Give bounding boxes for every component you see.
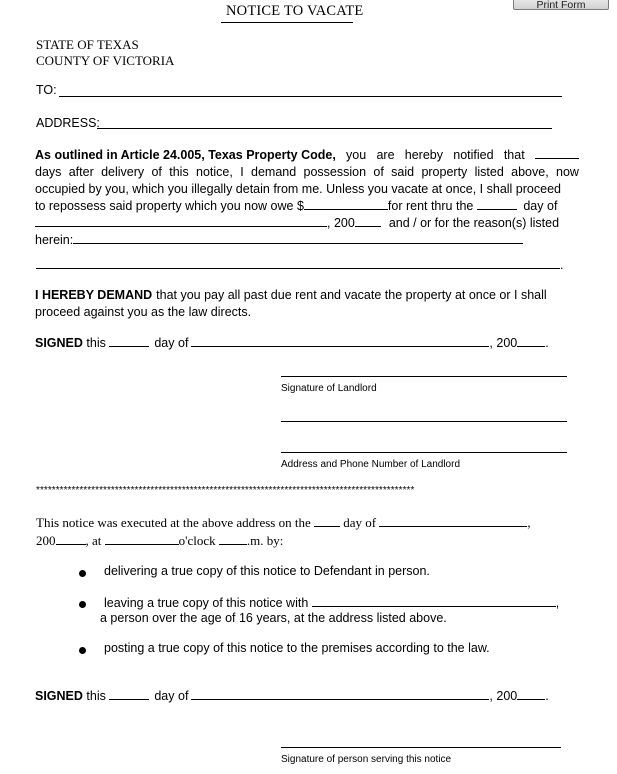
signed-month-field[interactable] bbox=[191, 335, 489, 347]
landlord-signature-field[interactable] bbox=[281, 376, 567, 377]
word: of bbox=[373, 165, 384, 179]
signed-label: SIGNED bbox=[35, 689, 83, 703]
word: this bbox=[169, 165, 189, 179]
landlord-phone-field[interactable] bbox=[281, 452, 567, 453]
method-in-person: delivering a true copy of this notice to Defendant in person. bbox=[104, 564, 430, 578]
word: after bbox=[68, 165, 94, 179]
word: delivery bbox=[101, 165, 145, 179]
signed-text: . bbox=[545, 689, 549, 703]
document-title: NOTICE TO VACATE bbox=[226, 3, 364, 19]
word: now bbox=[556, 165, 579, 179]
signed-text: day of bbox=[154, 689, 189, 703]
word: possession bbox=[303, 165, 367, 179]
notice-text: to repossess said property which you now owe $ bbox=[35, 199, 304, 213]
address-field[interactable] bbox=[97, 128, 552, 129]
executed-text: , at bbox=[85, 533, 102, 548]
left-with-person-field[interactable] bbox=[312, 595, 556, 607]
executed-day-field[interactable] bbox=[314, 515, 340, 527]
demand-line-1 bbox=[35, 287, 579, 304]
word: days bbox=[35, 165, 62, 179]
landlord-signature-caption: Signature of Landlord bbox=[281, 383, 377, 394]
signed-label: SIGNED bbox=[35, 336, 83, 350]
bullet-icon bbox=[79, 570, 86, 577]
method-text: leaving a true copy of this notice with bbox=[104, 596, 309, 610]
state-label: STATE OF TEXAS bbox=[36, 37, 139, 52]
reasons-field[interactable] bbox=[73, 232, 523, 244]
notice-line-2 bbox=[35, 164, 579, 181]
signed-text: , 200 bbox=[489, 336, 518, 350]
notice-text: herein: bbox=[35, 233, 74, 247]
print-form-button[interactable]: Print Form bbox=[513, 0, 609, 10]
signed-day-field[interactable] bbox=[109, 335, 149, 347]
executed-hour-field[interactable] bbox=[105, 533, 179, 545]
executed-line-1 bbox=[36, 515, 531, 531]
demand-line-2 bbox=[35, 304, 579, 321]
signed-year-field[interactable] bbox=[517, 335, 545, 347]
server-signature-field[interactable] bbox=[281, 747, 561, 748]
executed-year-field[interactable] bbox=[56, 533, 86, 545]
county-label: COUNTY OF VICTORIA bbox=[36, 53, 175, 68]
amount-owed-field[interactable] bbox=[304, 198, 388, 210]
method-posting: posting a true copy of this notice to the premises according to the law. bbox=[104, 641, 490, 655]
bullet-icon bbox=[79, 601, 86, 608]
days-count-field[interactable] bbox=[535, 147, 579, 159]
word: said bbox=[391, 165, 415, 179]
executed-text: day of bbox=[343, 515, 377, 530]
notice-line-3 bbox=[35, 181, 579, 198]
demand-heading: I HEREBY DEMAND bbox=[35, 288, 153, 302]
executed-text: o'clock bbox=[178, 533, 216, 548]
bullet-icon bbox=[79, 647, 86, 654]
word: hereby bbox=[404, 148, 444, 162]
executed-month-field[interactable] bbox=[379, 515, 527, 527]
address-label: ADDRESS: bbox=[36, 116, 100, 130]
landlord-address-field[interactable] bbox=[281, 421, 567, 422]
section-divider: ************************************************************************************************ bbox=[36, 485, 415, 496]
word: of bbox=[151, 165, 162, 179]
word: notice, bbox=[196, 165, 233, 179]
word: I bbox=[240, 165, 244, 179]
word: listed bbox=[474, 165, 504, 179]
title-underline bbox=[221, 22, 353, 23]
signed-line-1 bbox=[35, 335, 549, 350]
notice-line-5 bbox=[35, 215, 579, 232]
signed-text: this bbox=[86, 689, 106, 703]
demand-text: that you pay all past due rent and vacate the property at once or I shall bbox=[156, 288, 547, 302]
notice-text: occupied by you, which you illegally detain from me. Unless you vacate at once, I shall proceed bbox=[35, 182, 561, 196]
word: above, bbox=[511, 165, 549, 179]
method-text: , bbox=[555, 596, 560, 610]
reasons-end-period: . bbox=[560, 258, 564, 272]
executed-text: 200 bbox=[36, 533, 56, 548]
to-label: TO: bbox=[36, 83, 57, 97]
rent-thru-year-field[interactable] bbox=[355, 215, 381, 227]
notice-line-6 bbox=[35, 232, 579, 249]
server-signed-year-field[interactable] bbox=[517, 688, 545, 700]
method-left-with-detail: a person over the age of 16 years, at the address listed above. bbox=[100, 611, 447, 625]
executed-ampm-field[interactable] bbox=[219, 533, 247, 545]
server-signature-caption: Signature of person serving this notice bbox=[281, 754, 452, 765]
demand-text: proceed against you as the law directs. bbox=[35, 305, 252, 319]
landlord-address-caption: Address and Phone Number of Landlord bbox=[281, 459, 461, 470]
notice-line-1 bbox=[35, 147, 579, 164]
demand-paragraph bbox=[35, 287, 579, 321]
server-signed-month-field[interactable] bbox=[191, 688, 489, 700]
rent-thru-month-field[interactable] bbox=[35, 215, 327, 227]
executed-text: This notice was executed at the above address on the bbox=[36, 515, 311, 530]
signed-text: this bbox=[86, 336, 106, 350]
executed-text: .m. by: bbox=[246, 533, 284, 548]
word: property bbox=[421, 165, 468, 179]
signed-text: . bbox=[545, 336, 549, 350]
server-signed-day-field[interactable] bbox=[109, 688, 149, 700]
notice-text: and / or for the reason(s) listed bbox=[388, 216, 560, 230]
to-field[interactable] bbox=[59, 96, 562, 97]
article-reference: As outlined in Article 24.005, Texas Property Code, bbox=[35, 148, 336, 162]
executed-line-2 bbox=[36, 533, 283, 549]
notice-line-4 bbox=[35, 198, 579, 215]
notice-text: for rent thru the bbox=[387, 199, 474, 213]
word: that bbox=[503, 148, 525, 162]
word: demand bbox=[251, 165, 297, 179]
notice-paragraph bbox=[35, 147, 579, 249]
signed-text: day of bbox=[154, 336, 189, 350]
signed-text: , 200 bbox=[489, 689, 518, 703]
method-left-with bbox=[104, 595, 559, 610]
word: are bbox=[376, 148, 395, 162]
executed-text: , bbox=[527, 515, 531, 530]
word: you bbox=[346, 148, 367, 162]
notice-text: day of bbox=[523, 199, 558, 213]
reasons-field-2[interactable] bbox=[36, 268, 560, 269]
signed-line-2 bbox=[35, 688, 549, 703]
notice-text: , 200 bbox=[327, 216, 355, 230]
word: notified bbox=[453, 148, 494, 162]
rent-thru-day-field[interactable] bbox=[477, 198, 517, 210]
